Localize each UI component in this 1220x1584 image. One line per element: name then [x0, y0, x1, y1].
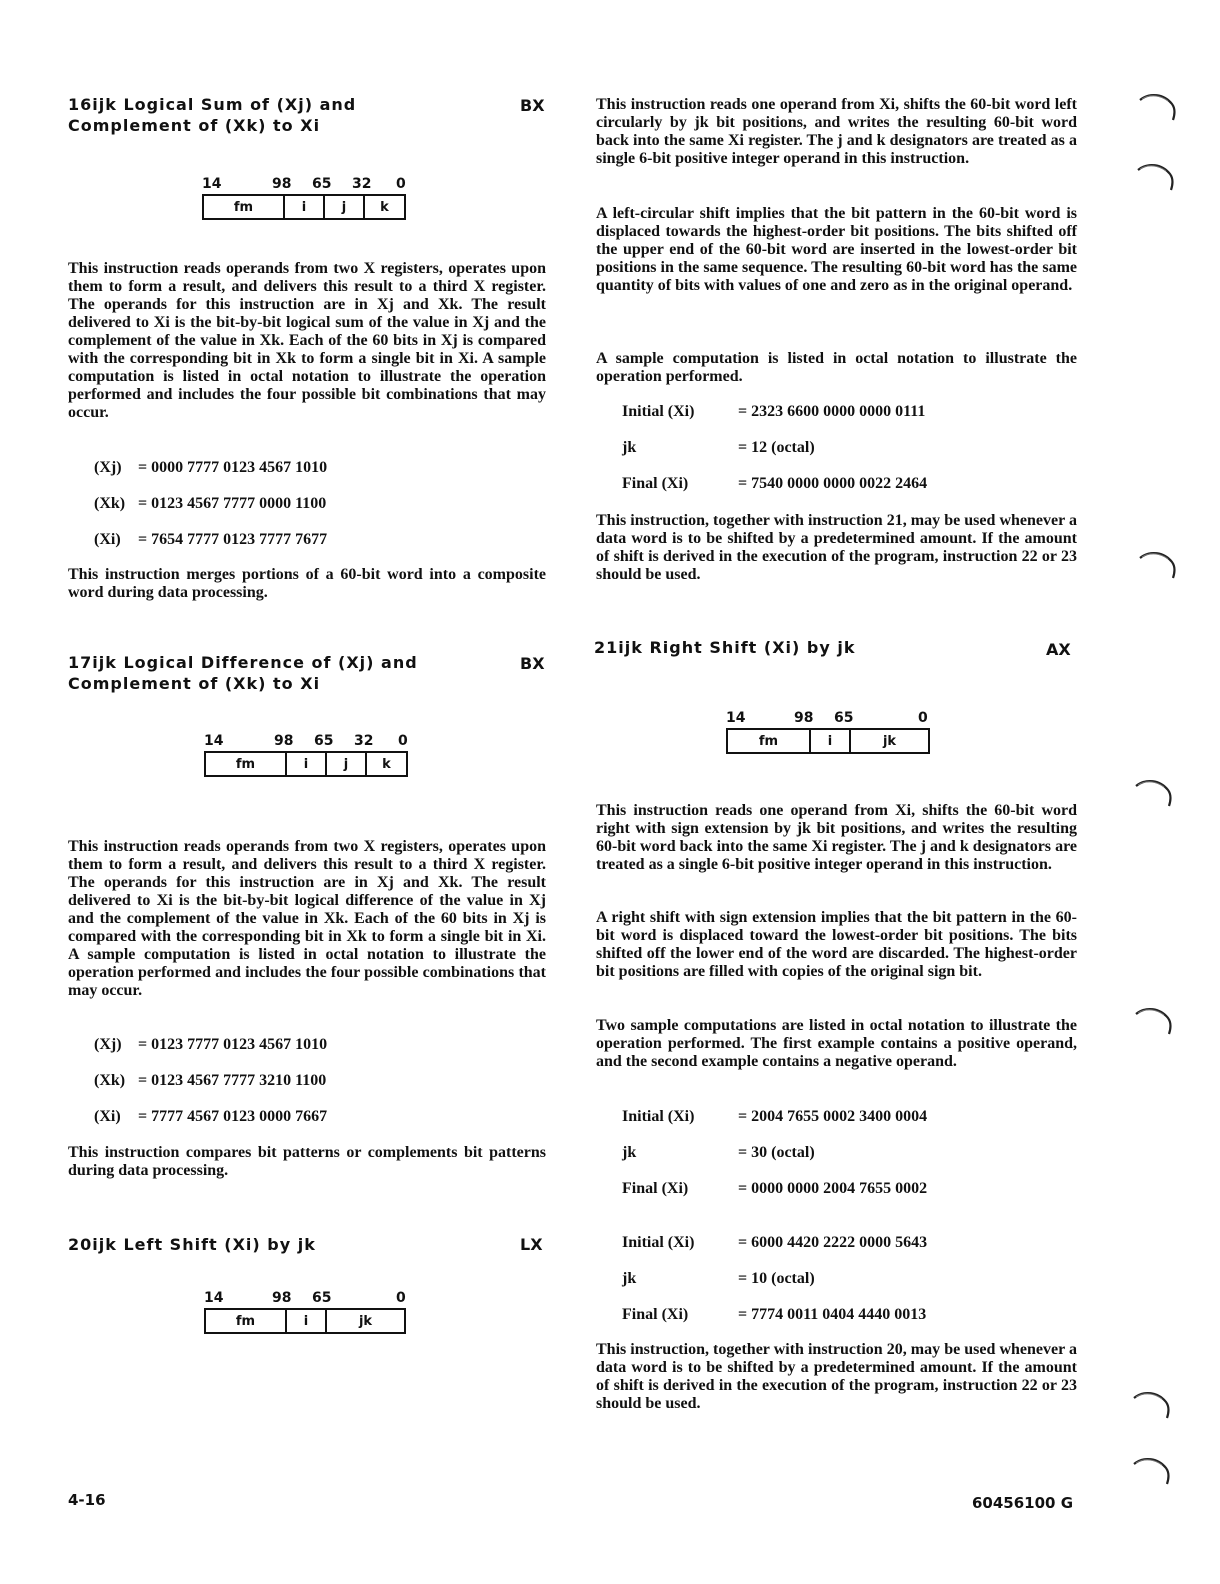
bit-label: 65	[834, 710, 854, 726]
sample-label: Final (Xi)	[622, 1306, 689, 1323]
sec16-title	[68, 94, 356, 136]
field-j: j	[327, 753, 367, 775]
bit-label: 14	[202, 176, 222, 192]
sample-value: = 7540 0000 0000 0022 2464	[738, 475, 928, 492]
margin-curl-icon	[1132, 1388, 1172, 1420]
sec21-sample2-jk	[622, 1270, 815, 1288]
sample-label: Final (Xi)	[622, 475, 689, 492]
bit-label: 14	[204, 1290, 224, 1306]
sample-label: jk	[622, 1270, 637, 1287]
margin-curl-icon	[1132, 1454, 1172, 1486]
field-i: i	[811, 730, 851, 752]
sec20-sample-final	[622, 475, 927, 493]
sec16-title-line2: Complement of (Xk) to Xi	[68, 116, 321, 135]
sec21-description: This instruction reads one operand from Xi, shifts the 60-bit word right with sign extension by jk bit positions, and writes the resulting 60-bit word back into the same Xi register. The j and k designators are treated as a single 6-bit positive integer operand in this instruction.	[596, 802, 1077, 873]
bit-label: 0	[918, 710, 928, 726]
sec16-description: This instruction reads operands from two X registers, operates upon them to form a result, and delivers this result to a third X register. The operands for this instruction are in Xj and Xk. The result delivered to Xi is the bit-by-bit logical sum of the value in Xj and the complement of the value in Xk. Each of the 60 bits in Xj is compared with the corresponding bit in Xk to form a single bit in Xi. A sample computation is listed in octal notation to illustrate the operation performed and includes the four possible bit combinations that may occur.	[68, 260, 546, 421]
sample-label: (Xk)	[94, 1072, 126, 1089]
sec17-mnemonic: BX	[520, 654, 545, 673]
field-k: k	[382, 756, 391, 772]
sec20-mnemonic: LX	[520, 1235, 543, 1254]
field-i: i	[287, 753, 327, 775]
sec17-description: This instruction reads operands from two X registers, operates upon them to form a result, and delivers this result to a third X register. The operands for this instruction are in Xj and Xk. The result delivered to Xi is the bit-by-bit logical difference of the value in Xj and the complement of the value in Xk. Each of the 60 bits in Xj is compared with the corresponding bit in Xk to form a single bit in Xi. A sample computation is listed in octal notation to illustrate the operation performed and includes the four possible combinations that may occur.	[68, 838, 546, 999]
bit-label: 32	[352, 176, 372, 192]
field-fm: fm	[206, 1310, 287, 1332]
bit-label: 98	[274, 733, 294, 749]
sec21-usage-note: This instruction, together with instruction 20, may be used whenever a data word is to be shifted by a predetermined amount. If the amount of shift is derived in the execution of the program, instruction 22 or 23 should be used.	[596, 1341, 1077, 1412]
field-fm: fm	[206, 753, 287, 775]
sample-value: = 0123 4567 7777 3210 1100	[138, 1072, 327, 1089]
sample-label: (Xi)	[94, 1108, 121, 1125]
bit-label: 65	[312, 176, 332, 192]
field-j: j	[325, 196, 365, 218]
sec16-usage-note: This instruction merges portions of a 60-bit word into a composite word during data processing.	[68, 566, 546, 601]
sample-label: (Xj)	[94, 1036, 122, 1053]
sec21-sample2-final	[622, 1306, 926, 1324]
bit-label: 0	[396, 176, 406, 192]
sec17-usage-note: This instruction compares bit patterns or complements bit patterns during data processing.	[68, 1144, 546, 1179]
bit-label: 65	[314, 733, 334, 749]
sample-value: = 2323 6600 0000 0000 0111	[738, 403, 926, 420]
sec16-sample-xk	[94, 495, 326, 513]
sec17-sample-xk	[94, 1072, 326, 1090]
sec17-sample-xj	[94, 1036, 327, 1054]
sec16-mnemonic: BX	[520, 96, 545, 115]
sample-value: = 0000 0000 2004 7655 0002	[738, 1180, 928, 1197]
sec21-sample1-jk	[622, 1144, 815, 1162]
field-k: k	[380, 199, 389, 215]
sample-label: jk	[622, 1144, 637, 1161]
sample-label: (Xi)	[94, 531, 121, 548]
sec16-sample-xi	[94, 531, 327, 549]
bit-label: 14	[204, 733, 224, 749]
sample-value: = 12 (octal)	[738, 439, 815, 456]
sec20-usage-note: This instruction, together with instruction 21, may be used whenever a data word is to be shifted by a predetermined amount. If the amount of shift is derived in the execution of the program, instruction 22 or 23 should be used.	[596, 512, 1077, 583]
sample-label: Initial (Xi)	[622, 1108, 695, 1125]
sec20-title: 20ijk Left Shift (Xi) by jk	[68, 1235, 316, 1254]
page-number: 4-16	[68, 1491, 106, 1509]
sample-label: jk	[622, 439, 637, 456]
sec17-title-line2: Complement of (Xk) to Xi	[68, 674, 321, 693]
sample-label: Final (Xi)	[622, 1180, 689, 1197]
sec20-left-shift-explanation: A left-circular shift implies that the bit pattern in the 60-bit word is displaced towards the highest-order bit positions. The bits shifted off the upper end of the 60-bit word are inserted in the lowest-order bit positions in the same sequence. The resulting 60-bit word has the same quantity of bits with values of one and zero as in the original operand.	[596, 205, 1077, 294]
sample-label: (Xj)	[94, 459, 122, 476]
sample-value: = 7774 0011 0404 4440 0013	[738, 1306, 927, 1323]
sample-label: (Xk)	[94, 495, 126, 512]
bit-label: 98	[794, 710, 814, 726]
sec17-sample-xi	[94, 1108, 327, 1126]
margin-curl-icon	[1136, 160, 1176, 192]
field-i: i	[285, 196, 325, 218]
bit-label: 98	[272, 1290, 292, 1306]
field-box	[204, 751, 408, 777]
sample-value: = 30 (octal)	[738, 1144, 815, 1161]
sec21-sample-intro: Two sample computations are listed in octal notation to illustrate the operation performed. The first example contains a positive operand, and the second example contains a negative operand.	[596, 1017, 1077, 1070]
sample-value: = 7777 4567 0123 0000 7667	[138, 1108, 328, 1125]
field-box	[202, 194, 406, 220]
sec20-sample-jk	[622, 439, 815, 457]
sec20-sample-initial	[622, 403, 925, 421]
margin-curl-icon	[1134, 776, 1174, 808]
sec21-right-shift-explanation: A right shift with sign extension implies that the bit pattern in the 60-bit word is displaced toward the lowest-order bit positions. The bits shifted off the lower end of the word are discarded. The highest-order bit positions are filled with copies of the original sign bit.	[596, 909, 1077, 980]
field-fm: fm	[728, 730, 811, 752]
sec21-sample2-initial	[622, 1234, 927, 1252]
field-fm: fm	[204, 196, 285, 218]
margin-curl-icon	[1138, 548, 1178, 580]
field-i: i	[287, 1310, 327, 1332]
field-jk: jk	[882, 733, 897, 749]
sample-value: = 0000 7777 0123 4567 1010	[138, 459, 328, 476]
sec21-mnemonic: AX	[1046, 640, 1071, 659]
sample-value: = 7654 7777 0123 7777 7677	[138, 531, 328, 548]
sec20-sample-intro: A sample computation is listed in octal notation to illustrate the operation performed.	[596, 350, 1077, 385]
margin-curl-icon	[1138, 90, 1178, 122]
bit-label: 0	[396, 1290, 406, 1306]
sec20-description: This instruction reads one operand from Xi, shifts the 60-bit word left circularly by jk bit positions, and writes the resulting 60-bit word back into the same Xi register. The j and k designators are treated as a single 6-bit positive integer operand in this instruction.	[596, 96, 1077, 167]
sec17-title	[68, 652, 418, 694]
document-number: 60456100 G	[972, 1494, 1074, 1512]
bit-label: 32	[354, 733, 374, 749]
sample-value: = 10 (octal)	[738, 1270, 815, 1287]
field-box	[204, 1308, 406, 1334]
bit-label: 98	[272, 176, 292, 192]
sample-value: = 0123 4567 7777 0000 1100	[138, 495, 327, 512]
sample-value: = 6000 4420 2222 0000 5643	[738, 1234, 928, 1251]
sec17-title-line1: 17ijk Logical Difference of (Xj) and	[68, 653, 418, 672]
sec16-sample-xj	[94, 459, 327, 477]
bit-label: 14	[726, 710, 746, 726]
margin-curl-icon	[1134, 1004, 1174, 1036]
sec21-sample1-final	[622, 1180, 927, 1198]
field-box	[726, 728, 930, 754]
field-jk: jk	[358, 1313, 373, 1329]
bit-label: 0	[398, 733, 408, 749]
sample-value: = 2004 7655 0002 3400 0004	[738, 1108, 928, 1125]
sample-label: Initial (Xi)	[622, 403, 695, 420]
sec21-sample1-initial	[622, 1108, 927, 1126]
bit-label: 65	[312, 1290, 332, 1306]
sec16-title-line1: 16ijk Logical Sum of (Xj) and	[68, 95, 357, 114]
sample-value: = 0123 7777 0123 4567 1010	[138, 1036, 328, 1053]
sample-label: Initial (Xi)	[622, 1234, 695, 1251]
sec21-title: 21ijk Right Shift (Xi) by jk	[594, 638, 856, 657]
